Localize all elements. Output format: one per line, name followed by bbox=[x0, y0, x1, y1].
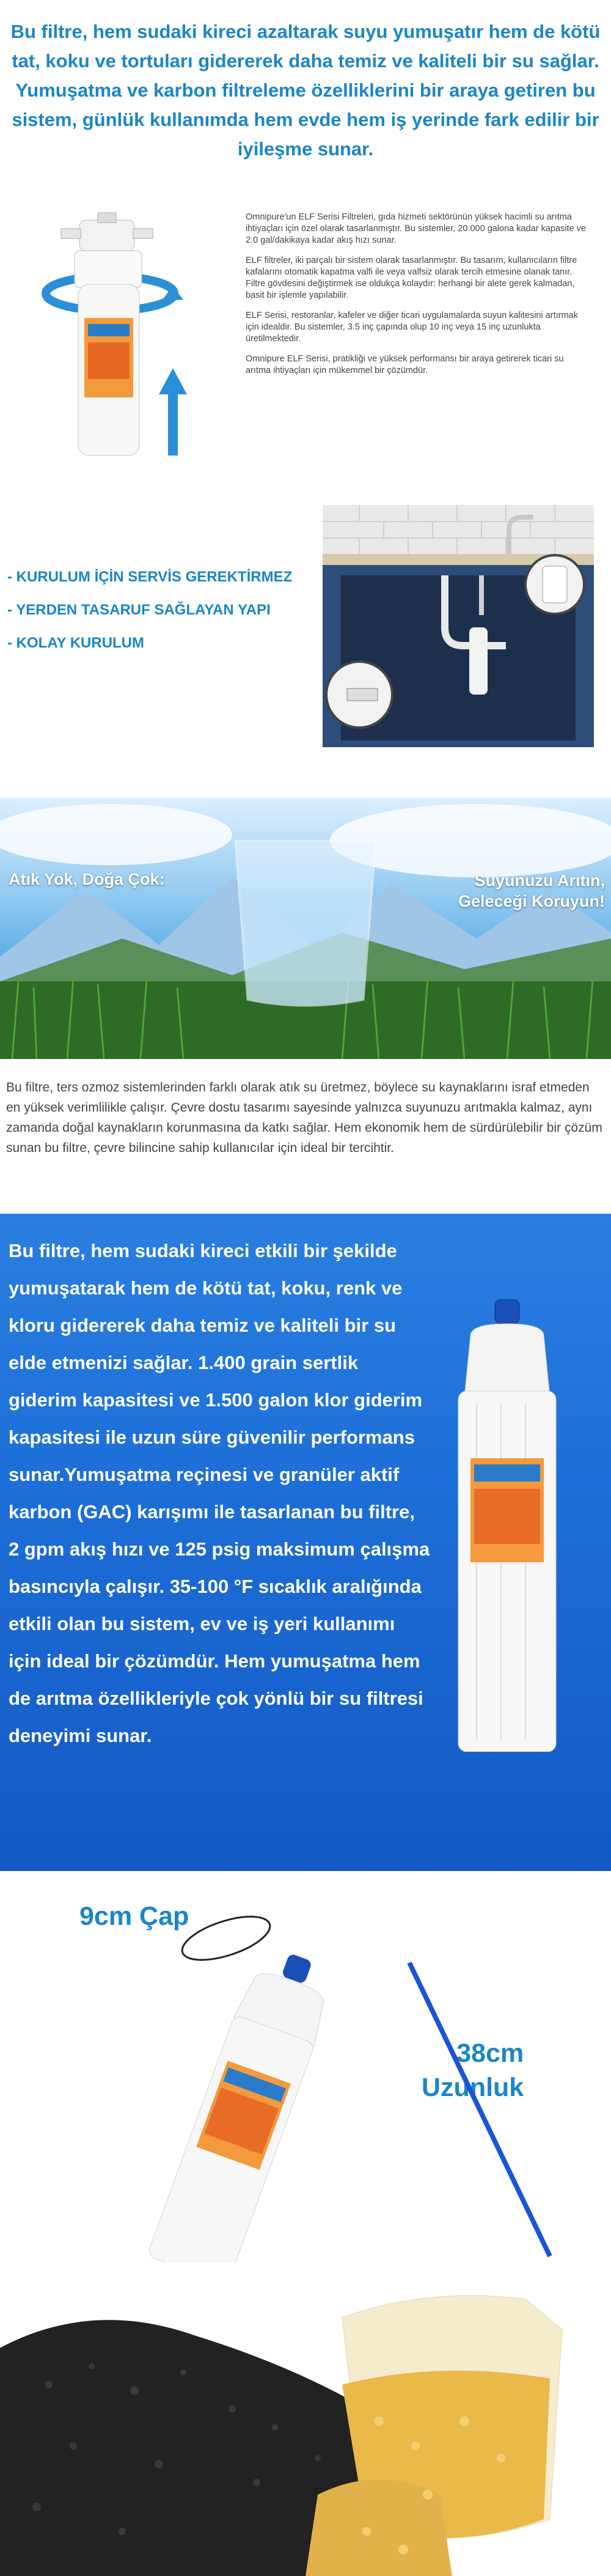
filter-housing-image bbox=[37, 208, 220, 459]
dimension-diagram bbox=[0, 1889, 611, 2275]
under-sink-installation-image bbox=[323, 505, 594, 747]
dimensions-section bbox=[0, 1889, 611, 2275]
product-overview-section bbox=[0, 196, 611, 471]
banner-right-text bbox=[458, 870, 605, 912]
banner-left-text: Atık Yok, Doğa Çok: bbox=[9, 870, 165, 888]
diameter-ellipse bbox=[177, 1908, 275, 1969]
feature-list bbox=[7, 569, 292, 668]
length-unit: Uzunluk bbox=[422, 2073, 524, 2102]
diameter-label: 9cm Çap bbox=[79, 1902, 189, 1931]
description-paragraph: ELF Serisi, restoranlar, kafeler ve diğer ticari uygulamalarda suyun kalitesini artırmak için idealdir. Bu sistemler, 3.5 inç çapında olup 10 inç veya 15 inç uzunlukta üretilmektedir. bbox=[246, 311, 578, 344]
product-description bbox=[246, 212, 588, 385]
hero-heading: Bu filtre, hem sudaki kireci azaltarak suyu yumuşatır hem de kötü tat, koku ve tortuları gidererek daha temiz ve kaliteli bir su sağlar. Yumuşatma ve karbon filtreleme özelliklerini bir araya getiren bu sistem, günlük kullanımda hem evde hem iş yerinde fark edilir bir iyileşme sunar. bbox=[10, 21, 601, 160]
media-section bbox=[0, 2262, 611, 2576]
filter-cartridge-image bbox=[440, 1299, 574, 1752]
features-section bbox=[0, 501, 611, 752]
feature-item: - KOLAY KURULUM bbox=[7, 635, 145, 651]
description-paragraph: ELF filtreler, iki parçalı bir sistem olarak tasarlanmıştır. Bu tasarım, kullanıcıların filtre kafalarını otomatik kapatma valfi ile veya valfsiz olarak tercih etmesine olanak tanır. Filtre gövdesini değiştirmek ise oldukça kolaydır: herhangi bir alete gerek kalmadan, basit bir işlemle yapılabilir. bbox=[246, 256, 577, 300]
feature-item: - YERDEN TASARUF SAĞLAYAN YAPI bbox=[7, 602, 271, 618]
carbon-and-resin-image bbox=[0, 2262, 611, 2576]
nature-banner bbox=[0, 798, 611, 1059]
specs-text: Bu filtre, hem sudaki kireci etkili bir şekilde yumuşatarak hem de kötü tat, koku, renk ve kloru gidererek daha temiz ve kaliteli bir su elde etmenizi sağlar. 1.400 grain sertlik giderim kapasitesi ve 1.500 galon klor giderim kapasitesi ile uzun süre güvenilir performans sunar.Yumuşatma reçinesi ve granüler aktif karbon (GAC) karışımı ile tasarlanan bu filtre, 2 gpm akış hızı ve 125 psig maksimum çalışma basıncıyla çalışır. 35-100 °F sıcaklık aralığında etkili olan bu sistem, ev ve iş yeri kullanımı için ideal bir çözümdür. Hem yumuşatma hem de arıtma özellikleriyle çok yönlü bir su filtresi deneyimi sunar. bbox=[9, 1240, 430, 1746]
nature-background-image bbox=[0, 798, 611, 1059]
length-value: 38cm bbox=[456, 2039, 524, 2068]
specs-section bbox=[0, 1214, 611, 1871]
description-paragraph: Omnipure'un ELF Serisi Filtreleri, gıda hizmeti sektörünün yüksek hacimli su arıtma ihtiyaçları için özel olarak tasarlanmıştır. Bu sistemler, 20.000 galona kadar kapasite ve 2.0 gal/dakikaya kadar akış hızı sunar. bbox=[246, 212, 586, 245]
up-arrow-icon bbox=[168, 391, 178, 456]
eco-paragraph: Bu filtre, ters ozmoz sistemlerinden farklı olarak atık su üretmez, böylece su kaynaklarını israf etmeden en yüksek verimlilikle çalışır. Çevre dostu tasarımı sayesinde yalnızca suyunuzu arıtmakla kalmaz, aynı zamanda doğal kaynakların korunmasına da katkı sağlar. Hem ekonomik hem de sürdürülebilir bir çözüm sunan bu filtre, çevre bilincine sahip kullanıcılar için ideal bir tercihtir. bbox=[6, 1080, 602, 1155]
tilted-cartridge-image bbox=[147, 1943, 342, 2275]
banner-right-line: Geleceği Koruyun! bbox=[458, 892, 605, 910]
feature-item: - KURULUM İÇİN SERVİS GEREKTİRMEZ bbox=[7, 569, 293, 585]
length-line bbox=[409, 1963, 550, 2256]
banner-right-line: Suyunuzu Arıtın, bbox=[474, 871, 605, 890]
description-paragraph: Omnipure ELF Serisi, pratikliği ve yüksek performansı bir araya getirerek ticari su arıtma ihtiyaçları için mükemmel bir çözümdür. bbox=[246, 354, 564, 375]
